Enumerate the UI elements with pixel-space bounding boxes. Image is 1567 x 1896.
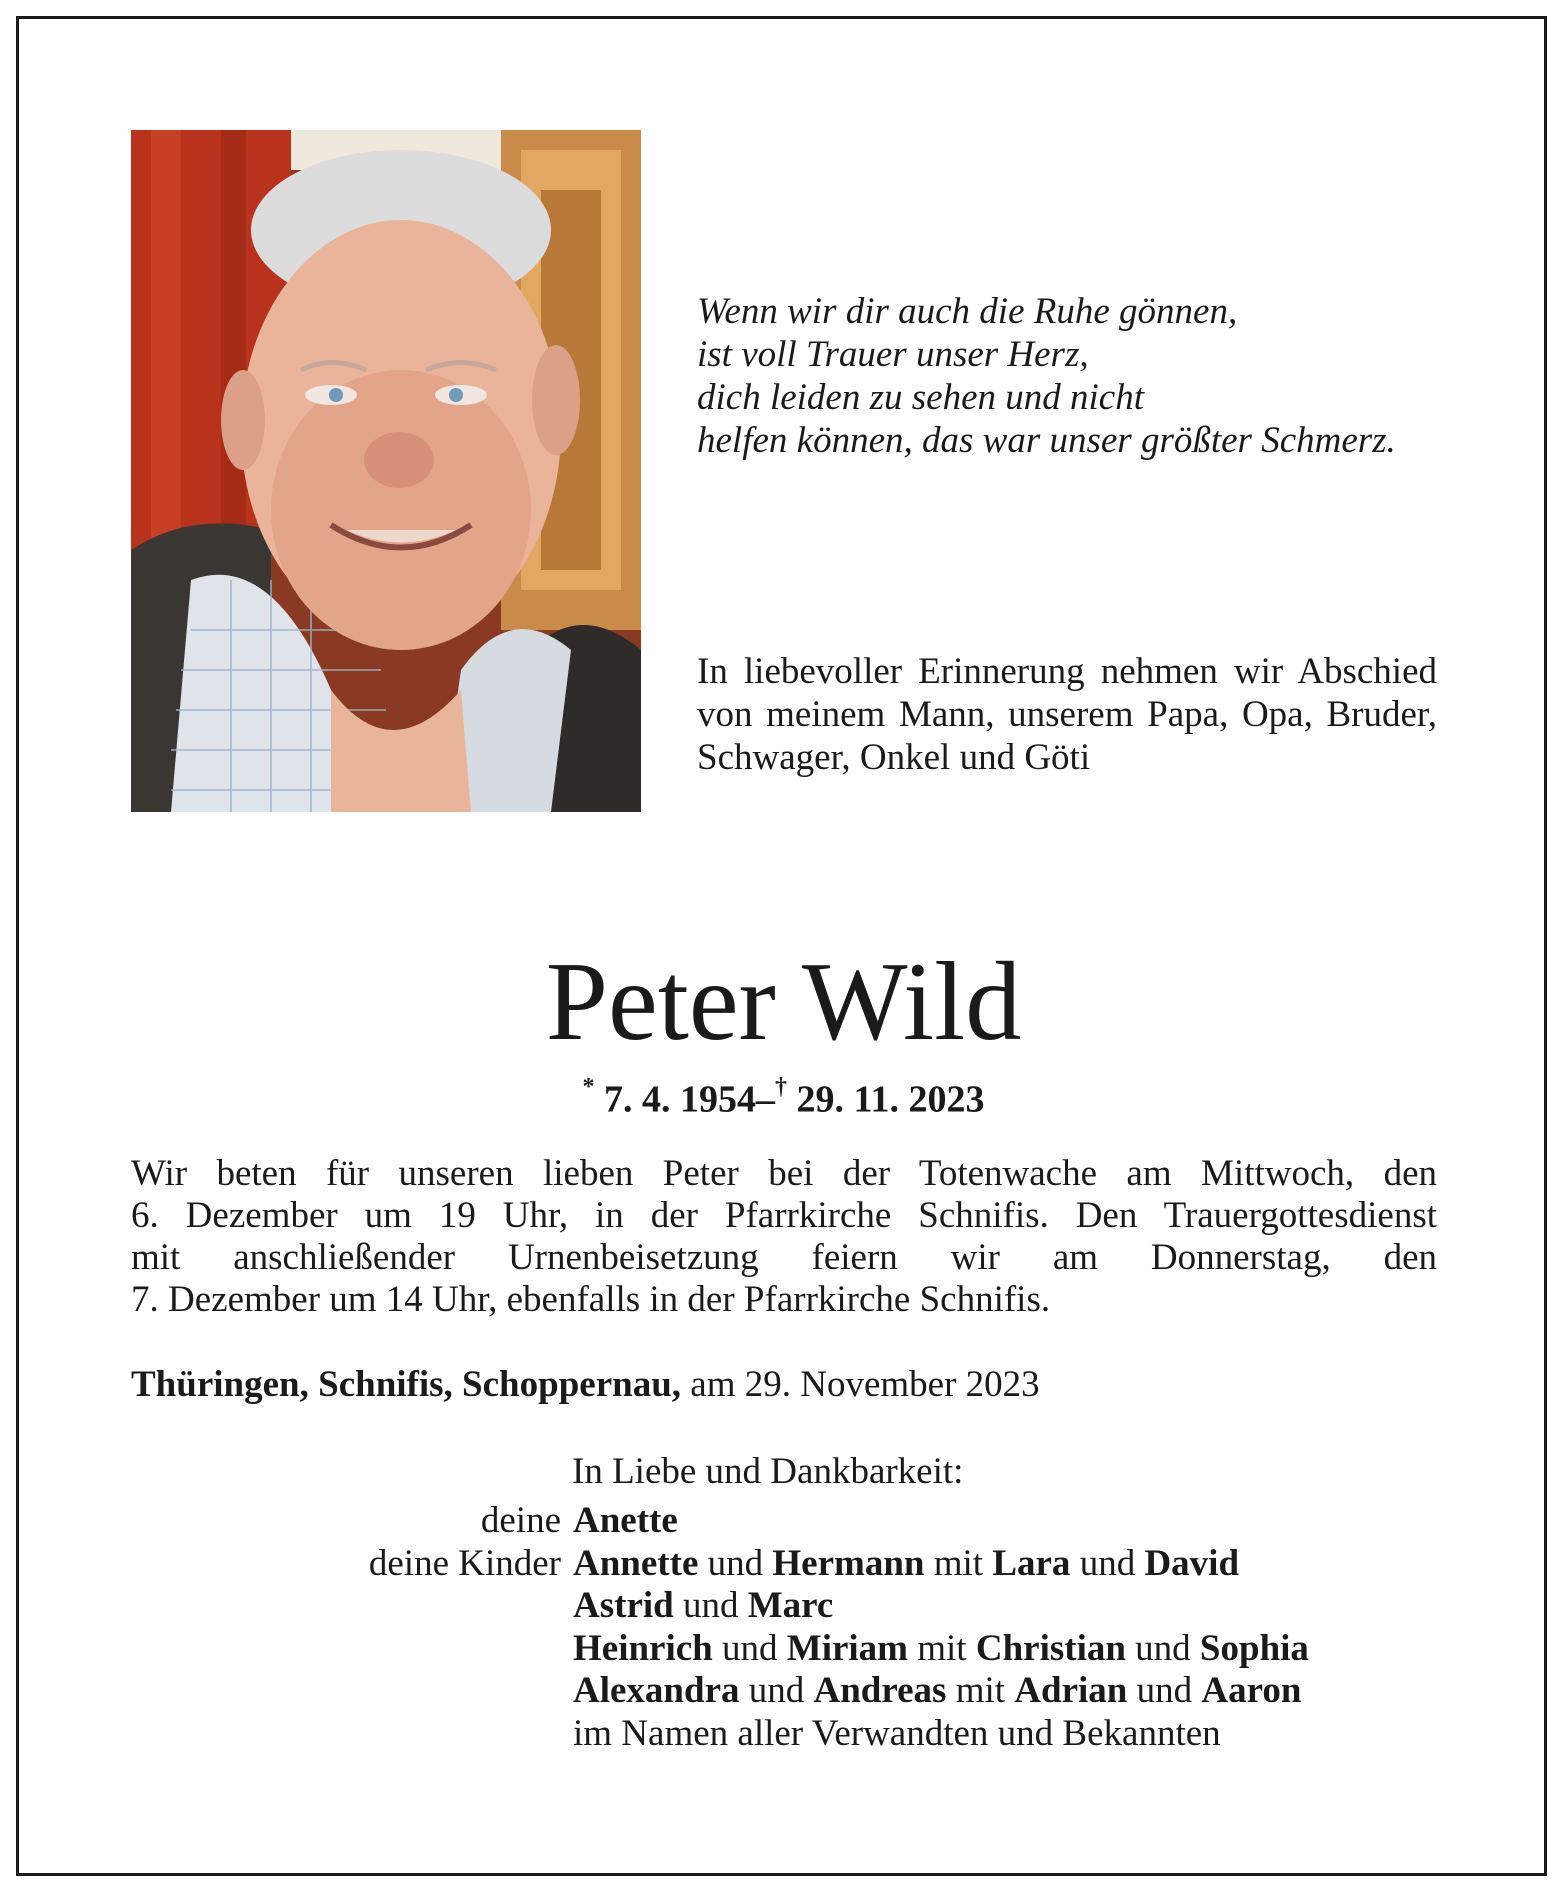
death-symbol: †: [775, 1074, 788, 1100]
place-and-date: [131, 1363, 1437, 1407]
family-name: Hermann: [772, 1542, 925, 1584]
family-label: deine: [480, 1500, 561, 1541]
connector: mit: [955, 1670, 1006, 1711]
poem-line: ist voll Trauer unser Herz,: [697, 334, 1089, 375]
family-name: Andreas: [813, 1670, 947, 1711]
death-date: 29. 11. 2023: [796, 1078, 985, 1121]
intro-text: In liebevoller Erinnerung nehmen wir Abschied von meinem Mann, unserem Papa, Opa, Bruder, Schwager, Onkel und Göti: [697, 651, 1437, 778]
place-date: am 29. November 2023: [690, 1364, 1040, 1405]
connector: mit: [933, 1542, 984, 1584]
birth-symbol: *: [582, 1074, 595, 1100]
thanks-line: In Liebe und Dankbarkeit:: [572, 1451, 964, 1492]
family-row: [131, 1670, 1437, 1713]
poem-line: helfen können, das war unser größter Schmerz.: [697, 420, 1396, 461]
family-name: David: [1144, 1542, 1240, 1584]
family-row: [131, 1543, 1437, 1586]
service-announcement: [131, 1153, 1437, 1321]
family-row: [131, 1500, 1437, 1543]
family-name: Astrid: [573, 1585, 674, 1626]
family-name: Annette: [573, 1542, 699, 1584]
family-name: Adrian: [1014, 1670, 1128, 1711]
family-name: Marc: [747, 1585, 834, 1626]
family-name: Alexandra: [573, 1670, 740, 1711]
poem-line: Wenn wir dir auch die Ruhe gönnen,: [697, 291, 1238, 332]
family-closing: im Namen aller Verwandten und Bekannten: [573, 1712, 1221, 1754]
connector: und: [748, 1670, 805, 1711]
date-dash: –: [756, 1078, 776, 1121]
connector: mit: [917, 1627, 967, 1669]
deceased-name: Peter Wild: [545, 940, 1022, 1064]
family-row: [131, 1713, 1437, 1756]
connector: und: [722, 1627, 778, 1669]
family-list: [131, 1500, 1437, 1755]
family-label: deine Kinder: [368, 1542, 561, 1584]
body-line: Wir beten für unseren lieben Peter bei der Totenwache am Mittwoch, den: [131, 1153, 1437, 1194]
body-line: mit anschließender Urnenbeisetzung feiern wir am Donnerstag, den: [131, 1237, 1437, 1278]
birth-date: 7. 4. 1954: [604, 1078, 757, 1121]
connector: und: [1079, 1542, 1136, 1584]
family-name: Heinrich: [573, 1627, 713, 1669]
portrait-photo: [131, 130, 641, 812]
connector: und: [1136, 1670, 1193, 1711]
connector: und: [1135, 1627, 1191, 1669]
family-name: Lara: [992, 1542, 1071, 1584]
body-line: 7. Dezember um 14 Uhr, ebenfalls in der Pfarrkirche Schnifis.: [131, 1279, 1051, 1320]
family-name: Sophia: [1199, 1627, 1309, 1669]
life-dates: [0, 1068, 1567, 1123]
family-name: Anette: [573, 1500, 678, 1541]
family-name: Aaron: [1201, 1670, 1302, 1711]
family-name: Miriam: [786, 1627, 908, 1669]
family-name: Christian: [975, 1627, 1126, 1669]
family-row: [131, 1628, 1437, 1671]
body-line: 6. Dezember um 19 Uhr, in der Pfarrkirche Schnifis. Den Trauergottesdienst: [131, 1195, 1437, 1236]
family-row: [131, 1585, 1437, 1628]
connector: und: [707, 1542, 764, 1584]
connector: und: [682, 1585, 739, 1626]
poem: [697, 290, 1477, 462]
place-towns: Thüringen, Schnifis, Schoppernau,: [131, 1364, 682, 1405]
poem-line: dich leiden zu sehen und nicht: [697, 377, 1144, 418]
